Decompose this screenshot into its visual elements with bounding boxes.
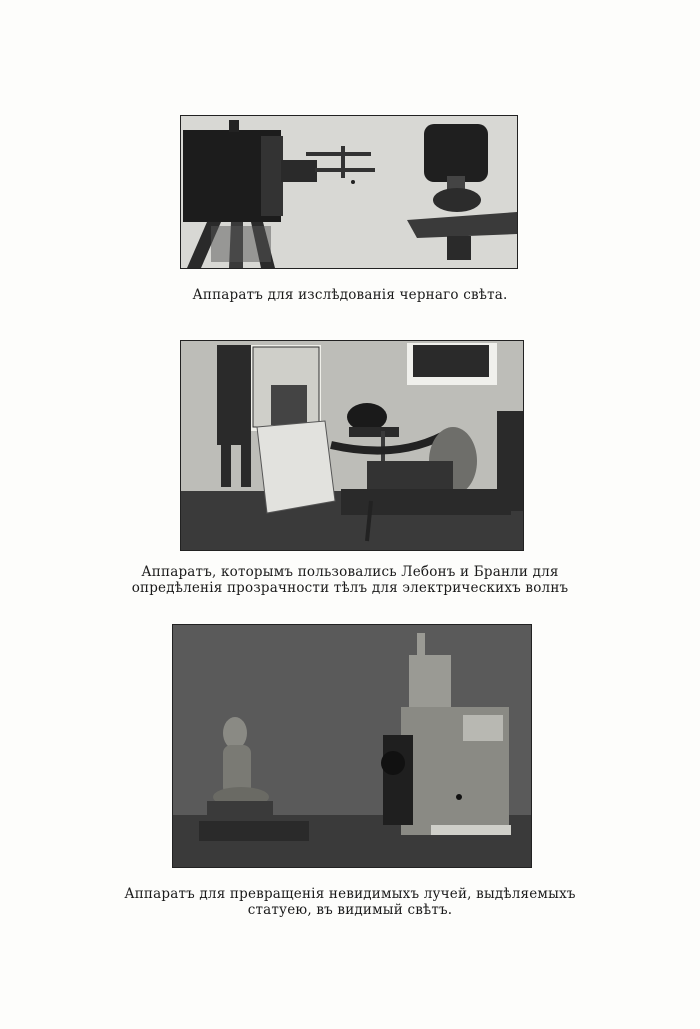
figure-caption-2 <box>0 564 700 596</box>
caption-line: опредѣленія прозрачности тѣлъ для электрическихъ волнъ <box>131 580 569 596</box>
photo-lebon-branly-apparatus <box>180 340 524 551</box>
figure-caption-1 <box>0 287 700 303</box>
caption-line: Аппаратъ для превращенія невидимыхъ лучей, выдѣляемыхъ <box>124 886 576 902</box>
caption-line: Аппаратъ, которымъ пользовались Лебонъ и Бранли для <box>141 564 559 580</box>
figure-caption-3 <box>0 886 700 918</box>
caption-line: статуею, въ видимый свѣтъ. <box>247 902 453 918</box>
caption-line: Аппаратъ для изслѣдованія чернаго свѣта. <box>192 287 508 303</box>
photo-statue-light-apparatus <box>172 624 532 868</box>
photo-black-light-apparatus <box>180 115 518 269</box>
